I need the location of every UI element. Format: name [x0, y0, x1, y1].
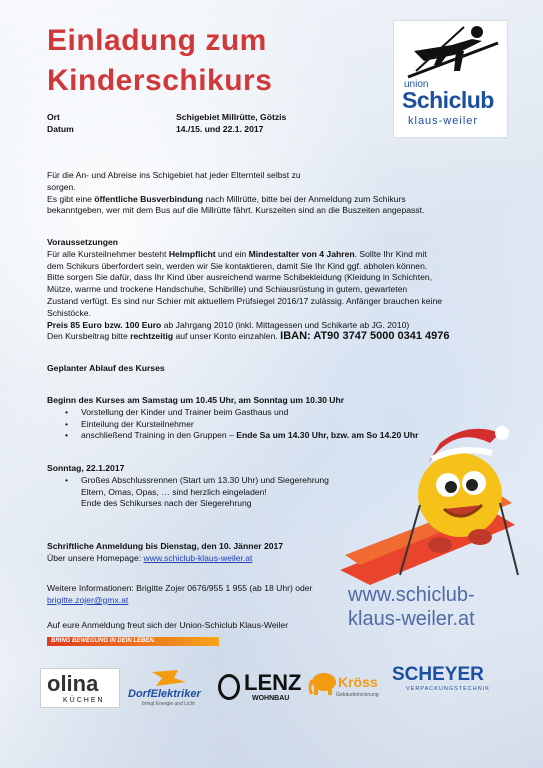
datum-label: Datum	[47, 124, 74, 134]
ort-label: Ort	[47, 112, 60, 122]
voraus-line-6: Schistöcke.	[47, 307, 91, 318]
sonntag-line-3: Ende des Schikurses nach der Siegerehrung	[81, 498, 252, 509]
intro-line-4: bekanntgeben, wer mit dem Bus auf die Millrütte fährt. Kurszeiten sind an die Buszeiten angepasst.	[47, 205, 425, 216]
voraus-line-1: Für alle Kursteilnehmer besteht Helmpflicht und ein Mindestalter von 4 Jahren. Sollte Ihr Kind mit	[47, 248, 427, 259]
ablauf-title: Geplanter Ablauf des Kurses	[47, 363, 165, 373]
website-big-line-1: www.schiclub-	[348, 584, 475, 606]
sponsor-strip	[0, 656, 543, 718]
anmeldung-deadline: Schriftliche Anmeldung bis Dienstag, den 10. Jänner 2017	[47, 541, 284, 551]
intro-line-2: sorgen.	[47, 181, 76, 192]
info-line: Weitere Informationen: Brigitte Zojer 0676/955 1 955 (ab 18 Uhr) oder	[47, 583, 313, 593]
voraus-line-5: Zustand verfügt. Es sind nur Schier mit aktuellem Prüfsiegel 2016/17 zulässig. Anfänger brauchen keine	[47, 295, 443, 306]
sponsor-scheyer: SCHEYER VERPACKUNGSTECHNIK	[392, 664, 490, 692]
sonntag-line-2: Eltern, Omas, Opas, … sind herzlich eingeladen!	[81, 486, 267, 497]
voraussetzungen-title: Voraussetzungen	[47, 237, 118, 247]
intro-section	[47, 170, 497, 217]
skier-icon	[394, 21, 509, 83]
preis-line: Preis 85 Euro bzw. 100 Euro ab Jahrgang 2010 (inkl. Mittagessen und Schikarte ab JG. 2010)	[47, 319, 410, 330]
kursbeitrag-line: Den Kursbeitrag bitte rechtzeitig auf unser Konto einzahlen. IBAN: AT90 3747 5000 0341 4976	[47, 330, 450, 343]
title-line-2: Kinderschikurs	[47, 64, 273, 97]
homepage-line: Über unsere Homepage: www.schiclub-klaus-weiler.at	[47, 552, 253, 563]
sponsor-kross: Kröss Gebäudetrocknung	[308, 668, 390, 708]
schiclub-logo	[393, 20, 508, 138]
title-line-1: Einladung zum	[47, 24, 267, 57]
voraus-line-2: dem Schikurs überfordert sein, werden wir Sie kontaktieren, damit Sie Ihr Kind ggf. abholen können.	[47, 260, 428, 271]
website-big-line-2: klaus-weiler.at	[348, 608, 475, 630]
beginn-bullet-1: • Vorstellung der Kinder und Trainer beim Gasthaus und	[65, 407, 497, 419]
logo-name: Schiclub	[402, 87, 494, 113]
sponsor-dorfelektriker: DorfElektriker bringt Energie und Licht	[128, 668, 210, 710]
intro-line-1: Für die An- und Abreise ins Schigebiet hat jeder Elternteil selbst zu	[47, 170, 301, 180]
ort-value: Schigebiet Millrütte, Götzis	[176, 112, 287, 122]
anmeldung-section	[47, 541, 497, 565]
beginn-line: Beginn des Kurses am Samstag um 10.45 Uhr, am Sonntag um 10.30 Uhr	[47, 395, 345, 405]
freut-line: Auf eure Anmeldung freut sich der Union-Schiclub Klaus-Weiler	[47, 620, 289, 630]
email-link[interactable]: brigitte.zojer@gmx.at	[47, 594, 129, 605]
lightning-icon	[148, 668, 188, 688]
sponsor-lenz: LENZ WOHNBAU	[218, 668, 300, 708]
datum-value: 14./15. und 22.1. 2017	[176, 124, 264, 134]
sponsor-olina: olina KÜCHEN	[40, 668, 120, 708]
bewegung-banner: BRING BEWEGUNG IN DEIN LEBEN.	[47, 637, 219, 646]
logo-sub: klaus-weiler	[408, 115, 479, 127]
beginn-bullet-2: • Einteilung der Kursteilnehmer	[65, 419, 497, 431]
sonntag-title: Sonntag, 22.1.2017	[47, 463, 125, 473]
homepage-link[interactable]: www.schiclub-klaus-weiler.at	[143, 552, 253, 563]
iban: IBAN: AT90 3747 5000 0341 4976	[280, 330, 450, 343]
voraus-line-4: Mütze, warme und trockene Handschuhe, Schibrille) und Schiausrüstung in gutem, gewarteten	[47, 284, 408, 295]
logo-union: union	[404, 79, 429, 90]
intro-line-3: Es gibt eine öffentliche Busverbindung nach Millrütte, bitte bei der Anmeldung zum Schikurs	[47, 193, 406, 204]
sonntag-bullet-1: • Großes Abschlussrennen (Start um 13.30 Uhr) und Siegerehrung	[65, 475, 497, 487]
voraus-line-3: Bitte sorgen Sie dafür, dass Ihr Kind über ausreichend warme Schibekleidung (Kleidung in Schichten,	[47, 272, 433, 283]
mascot-skier-illustration	[340, 425, 530, 590]
lenz-logo-mark	[218, 674, 240, 700]
voraussetzungen-section	[47, 237, 497, 343]
beginn-bullet-3: • anschließend Training in den Gruppen – Ende Sa um 14.30 Uhr, bzw. am So 14.20 Uhr	[65, 430, 497, 442]
